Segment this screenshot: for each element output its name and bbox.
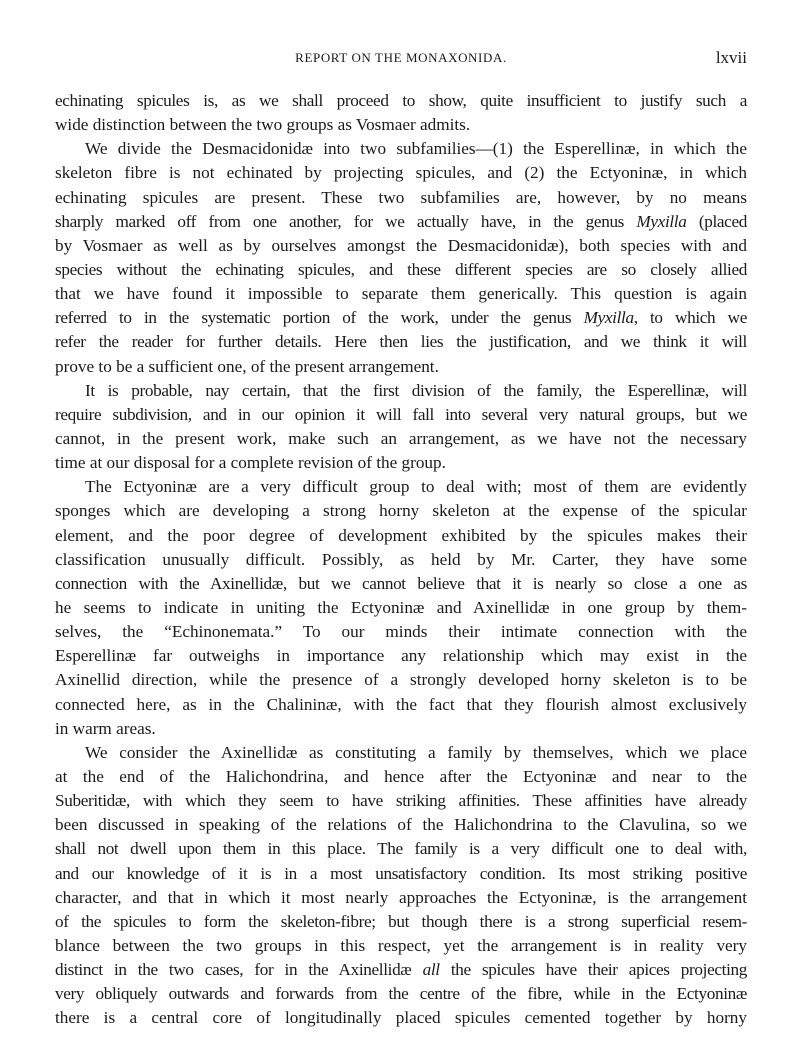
body-text xyxy=(55,89,747,1030)
text-line: prove to be a sufficient one, of the present arrangement. xyxy=(55,356,439,376)
text-line: wide distinction between the two groups as Vosmaer admits. xyxy=(55,115,471,135)
text-line: species without the echinating spicules, and these different species are so closely allied xyxy=(55,259,747,279)
paragraph xyxy=(55,89,747,137)
text-line: that we have found it impossible to separate them generically. This question is again xyxy=(55,284,747,304)
text-line: connected here, as in the Chalininæ, with the fact that they flourish almost exclusively xyxy=(55,694,747,714)
text-line: require subdivision, and in our opinion it will fall into several very natural groups, but we xyxy=(55,404,747,424)
page-header xyxy=(55,50,747,74)
text-line: in warm areas. xyxy=(55,718,156,738)
text-line: very obliquely outwards and forwards from the centre of the fibre, while in the Ectyoninæ xyxy=(55,984,747,1004)
text-line: referred to in the systematic portion of the work, under the genus Myxilla, to which we xyxy=(55,308,747,328)
text-line: Axinellid direction, while the presence of a strongly developed horny skeleton is to be xyxy=(55,670,747,690)
text-line: and our knowledge of it is in a most unsatisfactory condition. Its most striking positive xyxy=(55,863,747,883)
text-line: It is probable, nay certain, that the first division of the family, the Esperellinæ, will xyxy=(85,380,747,400)
text-line: echinating spicules is, as we shall proceed to show, quite insufficient to justify such a xyxy=(55,91,747,110)
italic-term: all xyxy=(422,960,440,980)
text-line: he seems to indicate in uniting the Ectyoninæ and Axinellidæ in one group by them- xyxy=(55,597,747,617)
page-number: lxvii xyxy=(715,48,747,67)
text-line: The Ectyoninæ are a very difficult group to deal with; most of them are evidently xyxy=(85,477,747,497)
text-line: sponges which are developing a strong horny skeleton at the expense of the spicular xyxy=(55,501,747,521)
text-line: echinating spicules are present. These two subfamilies are, however, by no means xyxy=(55,187,747,207)
italic-term: Myxilla xyxy=(583,308,634,328)
paragraph xyxy=(55,379,747,476)
text-line: by Vosmaer as well as by ourselves amongst the Desmacidonidæ), both species with and xyxy=(55,235,747,255)
text-line: sharply marked off from one another, for we actually have, in the genus Myxilla (placed xyxy=(55,211,747,231)
paragraph xyxy=(55,475,747,741)
text-line: distinct in the two cases, for in the Axinellidæ all the spicules have their apices projecting xyxy=(55,960,747,980)
text-line: been discussed in speaking of the relations of the Halichondrina to the Clavulina, so we xyxy=(55,815,747,835)
text-line: time at our disposal for a complete revision of the group. xyxy=(55,453,446,473)
text-line: classification unusually difficult. Possibly, as held by Mr. Carter, they have some xyxy=(55,549,747,569)
text-line: of the spicules to form the skeleton-fibre; but though there is a strong superficial resem- xyxy=(55,911,747,931)
text-line: there is a central core of longitudinally placed spicules cemented together by horny xyxy=(55,1008,747,1028)
text-line: skeleton fibre is not echinated by projecting spicules, and (2) the Ectyoninæ, in which xyxy=(55,163,747,183)
running-title: REPORT ON THE MONAXONIDA. xyxy=(295,50,507,65)
text-line: at the end of the Halichondrina, and hence after the Ectyoninæ and near to the xyxy=(55,766,747,786)
paragraph xyxy=(55,741,747,1031)
text-line: Suberitidæ, with which they seem to have striking affinities. These affinities have already xyxy=(55,791,747,811)
italic-term: Myxilla xyxy=(636,211,687,231)
text-line: character, and that in which it most nearly approaches the Ectyoninæ, is the arrangement xyxy=(55,887,747,907)
text-line: Esperellinæ far outweighs in importance any relationship which may exist in the xyxy=(55,646,747,666)
text-line: cannot, in the present work, make such an arrangement, as we have not the necessary xyxy=(55,428,747,448)
text-line: connection with the Axinellidæ, but we cannot believe that it is nearly so close a one as xyxy=(55,573,747,593)
text-line: blance between the two groups in this respect, yet the arrangement is in reality very xyxy=(55,935,747,955)
paragraph xyxy=(55,137,747,378)
text-line: selves, the “Echinonemata.” To our minds their intimate connection with the xyxy=(55,622,747,642)
text-line: shall not dwell upon them in this place. The family is a very difficult one to deal with, xyxy=(55,839,747,859)
text-line: We consider the Axinellidæ as constituting a family by themselves, which we place xyxy=(85,742,747,762)
text-line: We divide the Desmacidonidæ into two subfamilies—(1) the Esperellinæ, in which the xyxy=(85,139,747,159)
text-line: refer the reader for further details. Here then lies the justification, and we think it will xyxy=(55,332,747,352)
text-line: element, and the poor degree of development exhibited by the spicules makes their xyxy=(55,525,747,545)
